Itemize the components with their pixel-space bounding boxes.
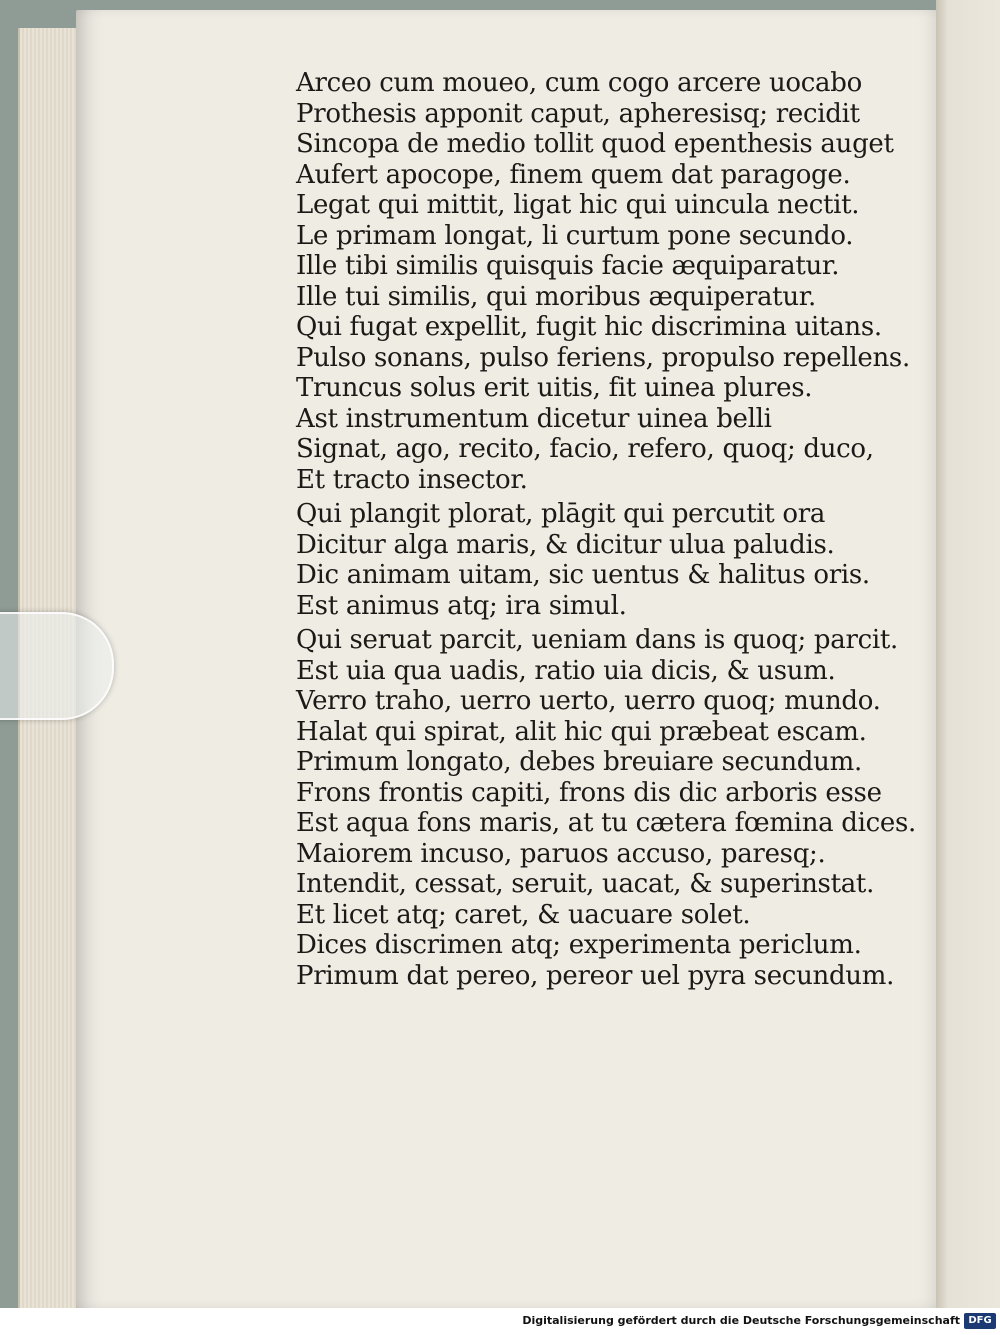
verse-line: Intendit, cessat, seruit, uacat, & superinstat.	[296, 869, 875, 899]
verse-line: Ille tibi similis quisquis facie æquiparatur.	[296, 251, 840, 281]
verse-line: Pulso sonans, pulso feriens, propulso repellens.	[296, 342, 910, 373]
verse-line: Qui fugat expellit, fugit hic discrimina uitans.	[296, 312, 882, 342]
verse-line: Qui seruat parcit, ueniam dans is quoq; parcit.	[296, 625, 898, 655]
facing-page-edge	[936, 0, 1000, 1308]
verse-line: Legat qui mittit, ligat hic qui uincula nectit.	[296, 190, 860, 220]
verse-line: Et tracto insector.	[296, 464, 528, 495]
verse-line: Est animus atq; ira simul.	[296, 590, 627, 621]
verse-line: Ast instrumentum dicetur uinea belli	[296, 403, 772, 434]
verse-line: Est uia qua uadis, ratio uia dicis, & usum.	[296, 655, 836, 686]
verse-line: Verro traho, uerro uerto, uerro quoq; mundo.	[296, 686, 881, 716]
verse-line: Frons frontis capiti, frons dis dic arboris esse	[296, 777, 882, 808]
verse-line: Et licet atq; caret, & uacuare solet.	[296, 899, 751, 930]
verse-text-block	[296, 68, 917, 991]
verse-line: Dices discrimen atq; experimenta periclum.	[296, 930, 862, 960]
verse-line: Signat, ago, recito, facio, refero, quoq; duco,	[296, 434, 874, 464]
verse-line: Primum longato, debes breuiare secundum.	[296, 747, 862, 777]
verse-line: Maiorem incuso, paruos accuso, paresq;.	[296, 838, 826, 869]
verse-line: Aufert apocope, finem quem dat paragoge.	[296, 159, 851, 190]
verse-line: Primum dat pereo, pereor uel pyra secundum.	[296, 960, 895, 991]
verse-line: Truncus solus erit uitis, fit uinea plures.	[296, 373, 813, 403]
funding-credit: Digitalisierung gefördert durch die Deutsche Forschungsgemeinschaft	[522, 1314, 960, 1327]
verse-line: Ille tui similis, qui moribus æquiperatur.	[296, 281, 817, 312]
verse-line: Le primam longat, li curtum pone secundo.	[296, 220, 854, 251]
verse-line: Dicitur alga maris, & dicitur ulua paludis.	[296, 529, 835, 560]
verse-line: Arceo cum moueo, cum cogo arcere uocabo	[296, 68, 862, 98]
verse-line: Dic animam uitam, sic uentus & halitus oris.	[296, 560, 870, 590]
page-clip	[0, 612, 114, 720]
verse-line: Prothesis apponit caput, apheresisq; recidit	[296, 98, 860, 129]
digitization-footer	[0, 1308, 1000, 1335]
dfg-logo: DFG	[964, 1313, 996, 1329]
verse-line: Qui plangit plorat, plāgit qui percutit ora	[296, 499, 826, 529]
verse-line: Sincopa de medio tollit quod epenthesis auget	[296, 129, 894, 159]
verse-line: Est aqua fons maris, at tu cætera fœmina dices.	[296, 808, 917, 838]
verse-line: Halat qui spirat, alit hic qui præbeat escam.	[296, 716, 867, 747]
